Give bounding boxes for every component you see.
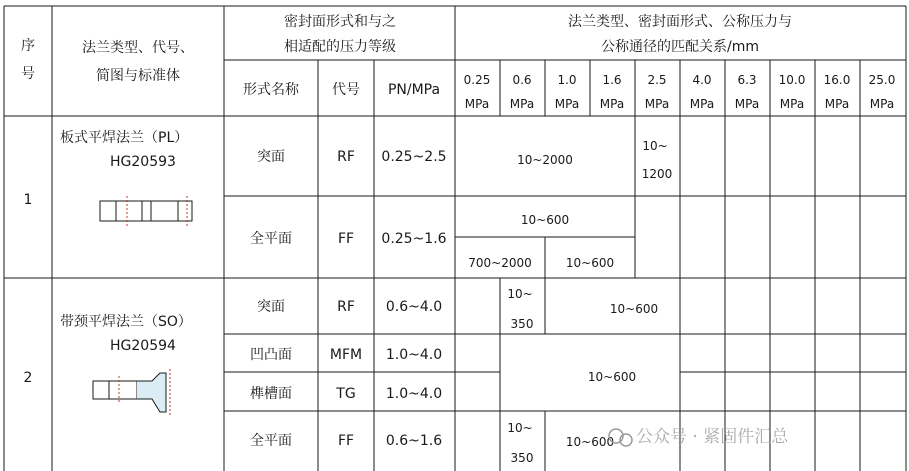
row2-form1-range-main: 10~600	[609, 302, 659, 316]
row1-form1-pn: 0.25~2.5	[381, 149, 447, 165]
pressure-value: 1.0	[557, 73, 577, 87]
row2-form2-name: 凹凸面	[250, 347, 292, 363]
pressure-unit: MPa	[464, 97, 490, 111]
row2-form1-range-b: 350	[510, 317, 534, 331]
header-form-name: 形式名称	[243, 82, 299, 98]
row2-form4-range-a: 10~	[507, 421, 533, 435]
header-type-2: 简图与标准体	[96, 68, 180, 84]
row2-form3-pn: 1.0~4.0	[385, 386, 443, 402]
row1-seq: 1	[23, 192, 33, 208]
pressure-unit: MPa	[869, 97, 895, 111]
pressure-unit: MPa	[599, 97, 625, 111]
row2-seq: 2	[23, 370, 33, 386]
pressure-unit: MPa	[689, 97, 715, 111]
pressure-value: 0.25	[463, 73, 491, 87]
table-header	[21, 13, 895, 111]
row2-form1-name: 突面	[257, 299, 285, 315]
row1-form2-name: 全平面	[250, 231, 292, 247]
header-type-1: 法兰类型、代号、	[82, 40, 194, 56]
row1-form2-pn: 0.25~1.6	[381, 231, 447, 247]
row2-form1-code: RF	[337, 299, 355, 315]
pressure-value: 6.3	[737, 73, 757, 87]
header-seal-2: 相适配的压力等级	[284, 39, 396, 55]
row1-form2-code: FF	[337, 231, 355, 247]
hubbed-flange-sketch	[93, 369, 170, 416]
row1-form1-code: RF	[337, 149, 355, 165]
pressure-unit: MPa	[509, 97, 535, 111]
row1-type-name: 板式平焊法兰（PL）	[60, 130, 189, 146]
row-1	[24, 129, 673, 270]
plate-flange-sketch	[100, 196, 192, 228]
row2-form4-range-main: 10~600	[565, 435, 615, 449]
pressure-value: 4.0	[692, 73, 712, 87]
pressure-value: 0.6	[512, 73, 532, 87]
header-seal-1: 密封面形式和与之	[284, 14, 396, 30]
row2-form3-code: TG	[336, 386, 356, 402]
header-seq-2: 号	[21, 66, 35, 82]
row1-form2-range-high: 10~600	[565, 256, 615, 270]
row2-form4-name: 全平面	[250, 433, 292, 449]
row2-form1-range-a: 10~	[507, 287, 533, 301]
header-seq-1: 序	[21, 38, 35, 54]
row2-form4-range-b: 350	[510, 451, 534, 465]
row2-form3-range: 10~600	[587, 370, 637, 384]
row1-standard: HG20593	[110, 154, 176, 170]
header-match-2: 公称通径的匹配关系/mm	[601, 39, 759, 55]
row2-form1-pn: 0.6~4.0	[385, 299, 443, 315]
row1-form2-range-low: 700~2000	[468, 256, 532, 270]
pressure-value: 10.0	[778, 73, 806, 87]
header-pn: PN/MPa	[387, 82, 441, 98]
pressure-value: 1.6	[602, 73, 622, 87]
row1-form1-range2-b: 1200	[641, 167, 673, 181]
row2-form2-pn: 1.0~4.0	[385, 347, 443, 363]
pressure-unit: MPa	[824, 97, 850, 111]
row2-form2-code: MFM	[329, 347, 363, 363]
row-2	[24, 287, 659, 465]
pressure-unit: MPa	[644, 97, 670, 111]
pressure-unit: MPa	[779, 97, 805, 111]
header-code: 代号	[332, 82, 360, 98]
row2-form4-code: FF	[337, 433, 355, 449]
pressure-value: 16.0	[823, 73, 851, 87]
row1-form2-range: 10~600	[520, 213, 570, 227]
pressure-value: 2.5	[647, 73, 667, 87]
pressure-value: 25.0	[868, 73, 896, 87]
row1-form1-name: 突面	[257, 149, 285, 165]
row2-form3-name: 榫槽面	[250, 386, 292, 402]
row1-form1-range: 10~2000	[517, 153, 573, 167]
pressure-unit: MPa	[734, 97, 760, 111]
watermark-text: 公众号 · 紧固件汇总	[636, 427, 789, 447]
pressure-unit: MPa	[554, 97, 580, 111]
row2-form4-pn: 0.6~1.6	[385, 433, 443, 449]
row1-form1-range2-a: 10~	[642, 139, 668, 153]
row2-type-name: 带颈平焊法兰（SO）	[60, 314, 192, 330]
watermark	[609, 427, 789, 447]
row2-standard: HG20594	[110, 338, 176, 354]
header-match-1: 法兰类型、密封面形式、公称压力与	[568, 14, 792, 30]
